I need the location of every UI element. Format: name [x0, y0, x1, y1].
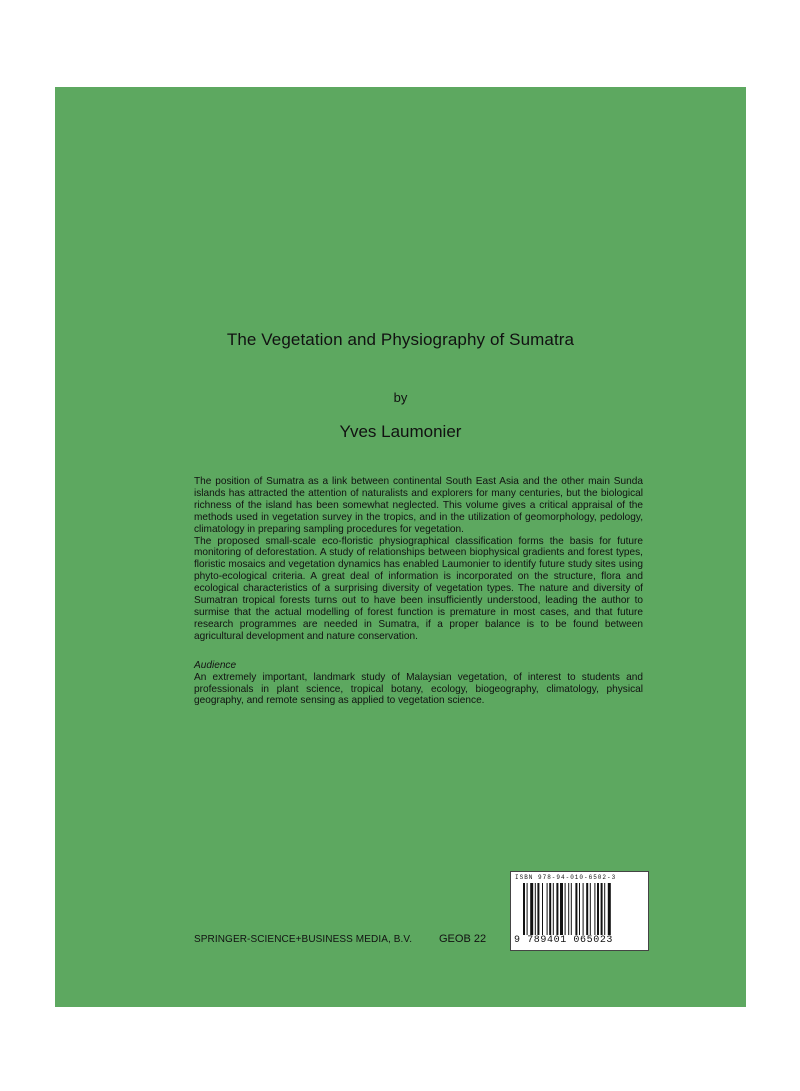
publisher-name: SPRINGER-SCIENCE+BUSINESS MEDIA, B.V. [194, 934, 413, 945]
isbn-barcode [510, 871, 649, 951]
description-paragraph-1: The position of Sumatra as a link between continental South East Asia and the other main Sunda islands has attracted the attention of naturalists and explorers for many centuries, but the biological richness of the island has been somewhat neglected. This volume gives a critical appraisal of the methods used in vegetation survey in the tropics, and in the utilization of geomorphology, pedology, climatology in preparing sampling procedures for vegetation. [194, 476, 643, 535]
description-block [194, 476, 643, 707]
isbn-text: ISBN 978-94-010-6502-3 [515, 874, 617, 881]
author-name: Yves Laumonier [339, 422, 462, 441]
barcode-number: 9 789401 065023 [514, 935, 614, 946]
book-title: The Vegetation and Physiography of Sumatra [226, 330, 575, 349]
audience-heading: Audience [194, 659, 237, 671]
series-code: GEOB 22 [439, 933, 487, 945]
description-paragraph-2: The proposed small-scale eco-floristic physiographical classification forms the basis for future monitoring of deforestation. A study of relationships between biophysical gradients and forest types, floristic mosaics and vegetation dynamics has enabled Laumonier to identify future study sites using phyto-ecological criteria. A great deal of information is incorporated on the structure, flora and ecological characteristics of a surprising diversity of vegetation types. The nature and diversity of Sumatran tropical forests turns out to have been insufficiently understood, leading the author to surmise that the actual modelling of forest function is premature in most cases, and that future research programmes are needed in Sumatra, if a proper balance is to be found between agricultural development and nature conservation. [194, 535, 643, 642]
book-back-cover [55, 87, 746, 1007]
by-line: by [393, 390, 408, 405]
audience-text: An extremely important, landmark study of Malaysian vegetation, of interest to students and professionals in plant science, tropical botany, ecology, biogeography, climatology, physical geography, and remote sensing as applied to vegetation science. [194, 671, 643, 707]
barcode-icon [523, 883, 641, 935]
